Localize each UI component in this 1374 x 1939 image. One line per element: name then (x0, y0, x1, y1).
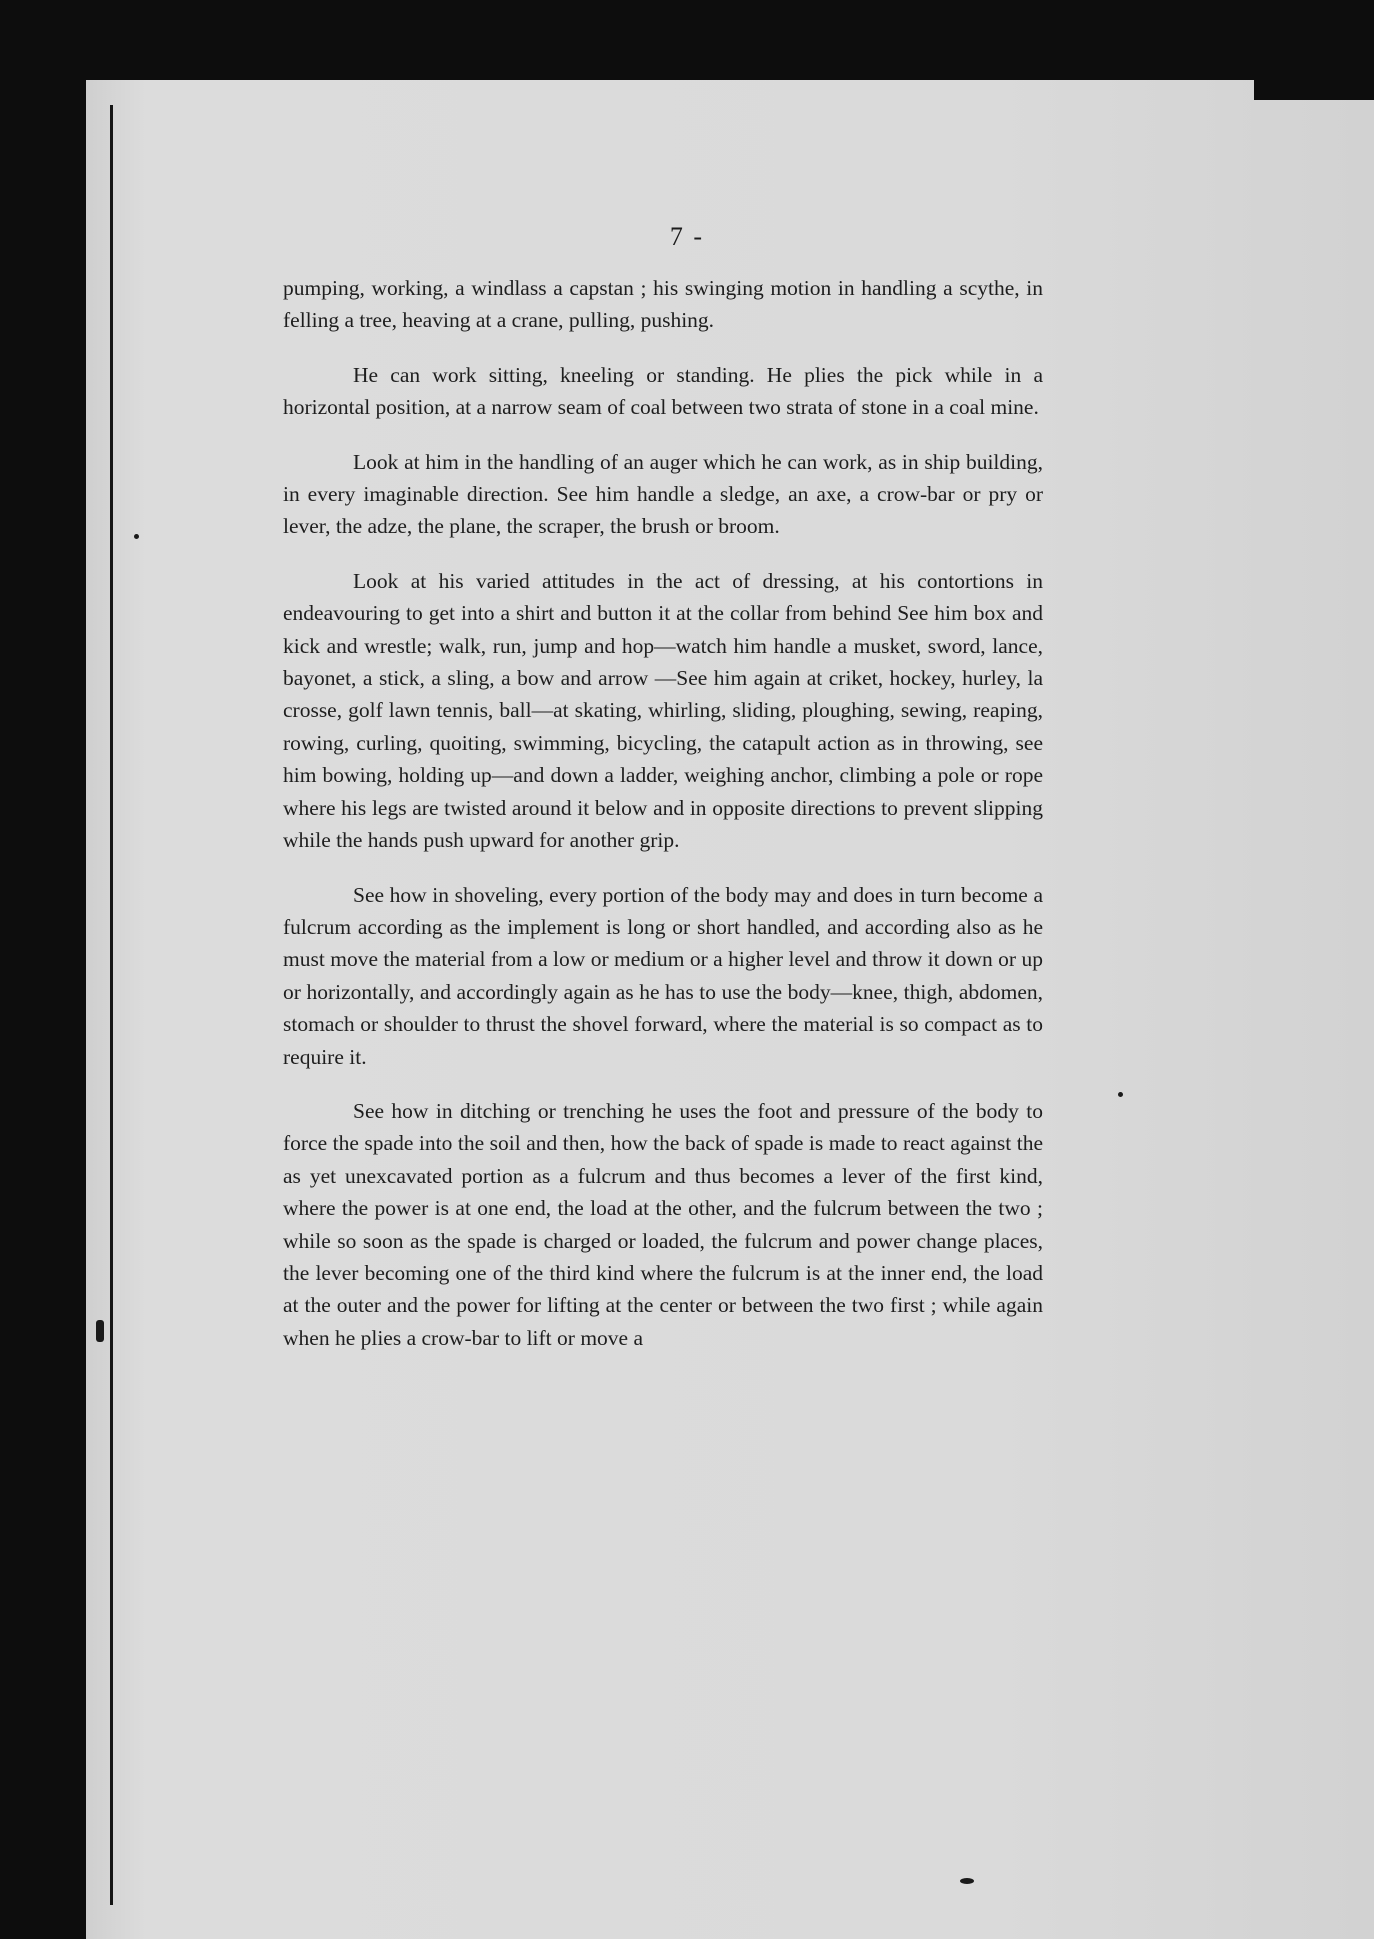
body-text (283, 272, 1043, 1354)
ink-speck (96, 1320, 104, 1342)
torn-corner (1254, 30, 1374, 100)
paragraph: Look at his varied attitudes in the act of dressing, at his contortions in endeavouring to get into a shirt and button it at the collar from behind See him box and kick and wrestle; walk, run, jump and hop—watch him handle a musket, sword, lance, bayonet, a stick, a sling, a bow and arrow —See him again at criket, hockey, hurley, la crosse, golf lawn tennis, ball—at skating, whirling, sliding, ploughing, sewing, reaping, rowing, curling, quoiting, swimming, bicycling, the catapult action as in throwing, see him bowing, holding up—and down a ladder, weighing anchor, climbing a pole or rope where his legs are twisted around it below and in opposite directions to prevent slipping while the hands push upward for another grip. (283, 568, 1043, 853)
page-number: 7 - (669, 222, 705, 251)
paragraph: pumping, working, a windlass a capstan ; his swinging motion in handling a scythe, in felling a tree, heaving at a crane, pulling, pushing. (283, 276, 1043, 333)
ink-speck (134, 534, 139, 539)
ink-speck (1118, 1092, 1123, 1097)
paragraph: Look at him in the handling of an auger which he can work, as in ship building, in every imaginable direction. See him handle a sledge, an axe, a crow-bar or pry or lever, the adze, the plane, the scraper, the brush or broom. (283, 449, 1043, 539)
paragraph: See how in shoveling, every portion of the body may and does in turn become a fulcrum according as the implement is long or short handled, and according also as he must move the material from a low or medium or a higher level and throw it down or up or horizontally, and accordingly again as he has to use the body—knee, thigh, abdomen, stomach or shoulder to thrust the shovel forward, where the material is so compact as to require it. (283, 882, 1043, 1069)
binding-edge (110, 105, 113, 1905)
paragraph: See how in ditching or trenching he uses the foot and pressure of the body to force the spade into the soil and then, how the back of spade is made to react against the as yet unexcavated portion as a fulcrum and thus becomes a lever of the first kind, where the power is at one end, the load at the other, and the fulcrum between the two ; while so soon as the spade is charged or loaded, the fulcrum and power change places, the lever becoming one of the third kind where the fulcrum is at the inner end, the load at the outer and the power for lifting at the center or between the two first ; while again when he plies a crow-bar to lift or move a (283, 1098, 1043, 1350)
ink-speck (960, 1878, 974, 1884)
paragraph: He can work sitting, kneeling or standing. He plies the pick while in a horizontal position, at a narrow seam of coal between two strata of stone in a coal mine. (283, 362, 1043, 420)
